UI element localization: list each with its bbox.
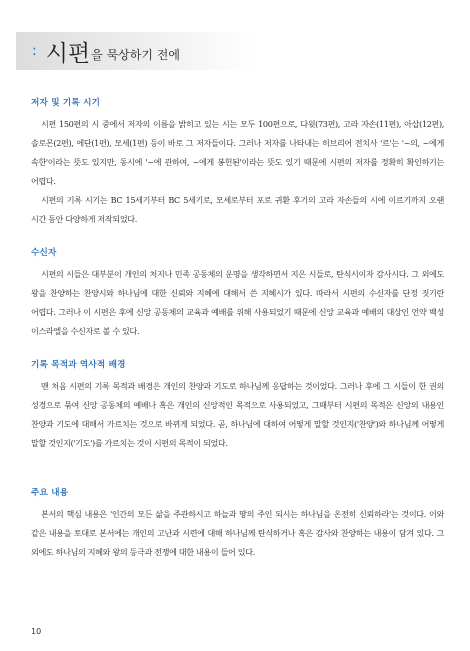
section-paragraph: 시편의 기록 시기는 BC 15세기부터 BC 5세기로, 모세로부터 포로 귀환 후기의 고라 자손들의 시에 이르기까지 오랜 시간 동안 다양하게 저작되었다.	[31, 195, 444, 224]
section-purpose-background	[31, 358, 444, 453]
banner-title-rest: 을 묵상하기 전에	[91, 47, 180, 62]
section-heading: 기록 목적과 역사적 배경	[31, 360, 126, 370]
section-heading: 주요 내용	[31, 488, 69, 498]
section-main-content	[31, 486, 444, 562]
section-paragraph: 맨 처음 시편의 기록 목적과 배경은 개인의 찬양과 기도로 하나님께 응답하는 것이었다. 그러나 후에 그 시들이 한 권의 성경으로 묶여 신앙 공동체의 예배나 혹은 개인의 신앙적인 목적으로 사용되었고, 그때부터 시편의 목적은 신앙의 내용인 찬양과 기도에 대해서 가르치는 것으로 바뀌게 되었다. 곧, 하나님에 대하여 어떻게 말할 것인지('찬양')와 하나님께 어떻게 말할 것인지('기도')를 가르치는 것이 시편의 목적이 되었다.	[31, 381, 444, 448]
banner-decoration: :	[32, 43, 38, 59]
banner-title-main: 시편	[45, 40, 91, 67]
section-heading: 수신자	[31, 248, 57, 258]
section-paragraph: 시편의 시들은 대부분이 개인의 처지나 민족 공동체의 운명을 생각하면서 지은 시들로, 탄식시이자 감사시다. 그 외에도 왕을 찬양하는 찬양시와 하나님에 대한 신뢰와 지혜에 대해서 쓴 지혜시가 있다. 따라서 시편의 수신자를 단정 짓기란 어렵다. 그러나 이 시편은 후에 신앙 공동체의 교육과 예배를 위해 사용되었기 때문에 신앙 교육과 예배의 대상인 언약 백성 이스라엘을 수신자로 볼 수 있다.	[31, 269, 444, 336]
section-recipients	[31, 246, 444, 341]
section-author-date	[31, 96, 444, 229]
section-paragraph: 시편 150편의 시 중에서 저자의 이름을 밝히고 있는 시는 모두 100편으로, 다윗(73편), 고라 자손(11편), 아삽(12편), 솔로몬(2편), 에단(1편), 모세(1편) 등이 바로 그 저자들이다. 그러나 저자를 나타내는 히브리어 전치사 '르'는 '~의, ~에게 속한'이라는 뜻도 있지만, 동시에 '~에 관하여, ~에게 봉헌된'이라는 뜻도 있기 때문에 시편의 저자를 정확히 확인하기는 어렵다.	[31, 119, 444, 186]
page-number: 10	[31, 627, 42, 636]
chapter-banner	[16, 32, 454, 70]
section-paragraph: 본서의 핵심 내용은 '인간의 모든 삶을 주관하시고 하늘과 땅의 주인 되시는 하나님을 온전히 신뢰하라'는 것이다. 이와 같은 내용을 토대로 본서에는 개인의 고난과 시련에 대해 하나님께 탄식하거나 혹은 감사와 찬양하는 내용이 담겨 있다. 그 외에도 하나님의 지혜와 왕의 등극과 전쟁에 대한 내용이 들어 있다.	[31, 509, 444, 557]
section-heading: 저자 및 기록 시기	[31, 98, 101, 108]
